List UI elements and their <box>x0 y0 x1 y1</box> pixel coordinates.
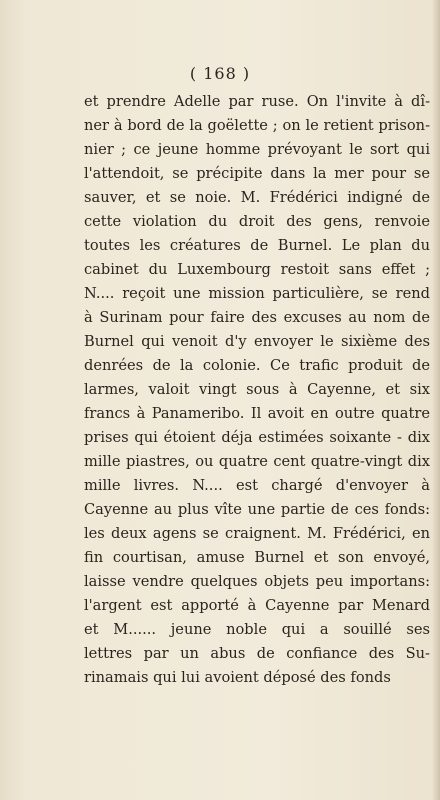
text-line: cabinet du Luxembourg restoit sans effet ; <box>84 261 430 278</box>
text-line: lettres par un abus de confiance des Su- <box>84 645 430 662</box>
text-line: sauver, et se noie. M. Frédérici indigné de <box>84 189 430 206</box>
text-line: et prendre Adelle par ruse. On l'invite à dî- <box>84 93 430 110</box>
text-line: francs à Panameribo. Il avoit en outre quatre <box>84 405 430 422</box>
text-line: nier ; ce jeune homme prévoyant le sort qui <box>84 141 430 158</box>
text-line: prises qui étoient déja estimées soixante - dix <box>84 429 430 446</box>
text-line: et M...... jeune noble qui a souillé ses <box>84 621 430 638</box>
text-line: mille livres. N.... est chargé d'envoyer à <box>84 477 430 494</box>
page-edge-shadow <box>432 0 440 800</box>
text-line: les deux agens se craignent. M. Frédérici, en <box>84 525 430 542</box>
text-line: rinamais qui lui avoient déposé des fonds <box>84 669 391 686</box>
text-line: l'attendoit, se précipite dans la mer pour se <box>84 165 430 182</box>
text-line: fin courtisan, amuse Burnel et son envoyé, <box>84 549 430 566</box>
text-line: l'argent est apporté à Cayenne par Menard <box>84 597 430 614</box>
text-line: Burnel qui venoit d'y envoyer le sixième des <box>84 333 430 350</box>
text-line: mille piastres, ou quatre cent quatre-vingt dix <box>84 453 430 470</box>
text-line: à Surinam pour faire des excuses au nom de <box>84 309 430 326</box>
page-number: ( 168 ) <box>189 64 251 83</box>
text-line: larmes, valoit vingt sous à Cayenne, et six <box>84 381 430 398</box>
text-line: N.... reçoit une mission particulière, se rend <box>84 285 430 302</box>
text-line: toutes les créatures de Burnel. Le plan du <box>84 237 430 254</box>
text-line: Cayenne au plus vîte une partie de ces fonds: <box>84 501 430 518</box>
body-text <box>84 90 430 690</box>
text-line: denrées de la colonie. Ce trafic produit de <box>84 357 430 374</box>
text-line: laisse vendre quelques objets peu importans: <box>84 573 430 590</box>
text-line: ner à bord de la goëlette ; on le retient prison- <box>84 117 430 134</box>
text-line: cette violation du droit des gens, renvoie <box>84 213 430 230</box>
